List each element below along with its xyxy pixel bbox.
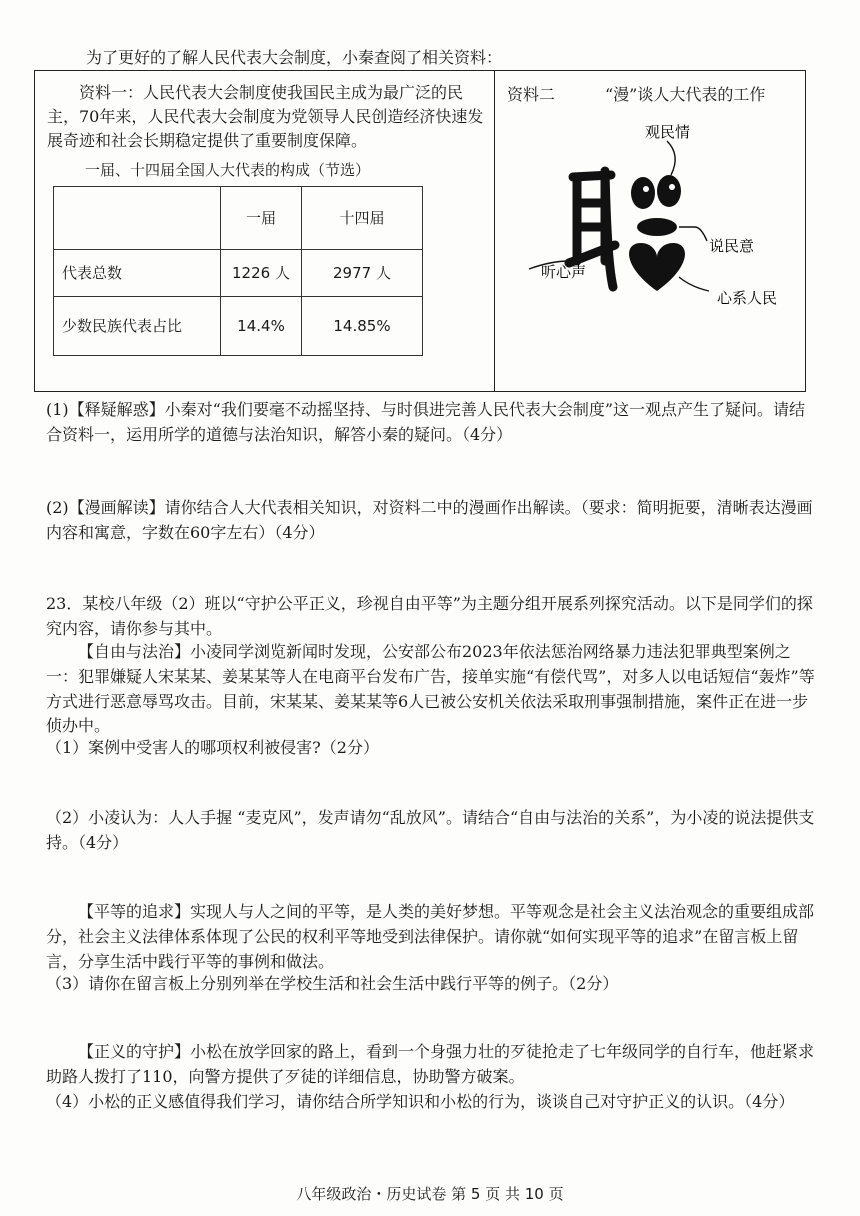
materials-box <box>34 70 806 392</box>
material-two-label: 资料二 <box>507 85 556 104</box>
question-1: (1)【释疑解惑】小秦对“我们要毫不动摇坚持、与时俱进完善人民代表大会制度”这一观点产生了疑问。请结合资料一，运用所学的道德与法治知识，解答小秦的疑问。（4分） <box>46 400 806 444</box>
question-23-4: （4）小松的正义感值得我们学习，请你结合所学知识和小松的行为，谈谈自己对守护正义的认识。（4分） <box>46 1092 795 1111</box>
material-one <box>35 71 495 391</box>
table-row <box>54 250 423 297</box>
question-23-1: （1）案例中受害人的哪项权利被侵害?（2分） <box>46 738 379 757</box>
question-2: (2)【漫画解读】请你结合人大代表相关知识，对资料二中的漫画作出解读。（要求：简明扼要，清晰表达漫画内容和寓意，字数在60字左右）（4分） <box>46 498 813 542</box>
eye-callout-label: 观民情 <box>645 123 691 141</box>
table-cell: 代表总数 <box>54 250 221 297</box>
table-cell: 1226 人 <box>221 250 302 297</box>
material-one-text: 资料一：人民代表大会制度使我国民主成为最广泛的民主，70年来，人民代表大会制度为党领导人民创造经济快速发展奇迹和社会长期稳定提供了重要制度保障。 <box>47 83 484 150</box>
table-cell: 少数民族代表占比 <box>54 297 221 356</box>
eyes-icon <box>631 175 681 209</box>
material-two <box>495 71 805 391</box>
material-two-title: “漫”谈人大代表的工作 <box>605 85 766 104</box>
table-header-cell: 一届 <box>221 187 302 250</box>
table-cell: 14.85% <box>302 297 423 356</box>
page-footer: 八年级政治・历史试卷 第 5 页 共 10 页 <box>296 1185 564 1203</box>
table-header-row <box>54 187 423 250</box>
eye-callout-line <box>667 141 675 175</box>
mouth-icon <box>637 218 677 236</box>
question-23-intro: 23．某校八年级（2）班以“守护公平正义，珍视自由平等”为主题分组开展系列探究活动。以下是同学们的探究内容，请你参与其中。 <box>46 594 813 638</box>
heart-callout-line <box>679 277 709 291</box>
justice-material: 【正义的守护】小松在放学回家的路上，看到一个身强力壮的歹徒抢走了七年级同学的自行车，他赶紧求助路人拨打了110，向警方提供了歹徒的详细信息，协助警方破案。 <box>46 1042 815 1086</box>
question-23-2: （2）小凌认为：人人手握 “麦克风”，发声请勿“乱放风”。请结合“自由与法治的关系”，为小凌的说法提供支持。（4分） <box>46 808 815 852</box>
representatives-table <box>53 186 423 356</box>
mouth-callout-line <box>679 227 707 241</box>
equality-material: 【平等的追求】实现人与人之间的平等，是人类的美好梦想。平等观念是社会主义法治观念的重要组成部分，社会主义法律体系体现了公民的权利平等地受到法律保护。请你就“如何实现平等的追求”在留言板上留言，分享生活中践行平等的事例和做法。 <box>46 902 815 971</box>
table-header-cell: 十四届 <box>302 187 423 250</box>
intro-text: 为了更好的了解人民代表大会制度，小秦查阅了相关资料： <box>86 48 503 67</box>
heart-icon <box>629 243 685 291</box>
table-header-cell <box>54 187 221 250</box>
cartoon-illustration <box>495 111 805 311</box>
heart-callout-label: 心系人民 <box>717 289 778 307</box>
mouth-callout-label: 说民意 <box>709 237 755 255</box>
table-row <box>54 297 423 356</box>
freedom-material: 【自由与法治】小凌同学浏览新闻时发现，公安部公布2023年依法惩治网络暴力违法犯罪典型案例之一：犯罪嫌疑人宋某某、姜某某等人在电商平台发布广告，接单实施“有偿代骂”，对多人以电话短信“轰炸”等方式进行恶意辱骂攻击。目前，宋某某、姜某某等6人已被公安机关依法采取刑事强制措施，案件正在进一步侦办中。 <box>46 642 815 736</box>
ear-callout-label: 听心声 <box>541 263 587 281</box>
table-cell: 2977 人 <box>302 250 423 297</box>
table-cell: 14.4% <box>221 297 302 356</box>
question-23-3: （3）请你在留言板上分别列举在学校生活和社会生活中践行平等的例子。（2分） <box>46 974 619 993</box>
table-caption: 一届、十四届全国人大代表的构成（节选） <box>85 161 371 179</box>
